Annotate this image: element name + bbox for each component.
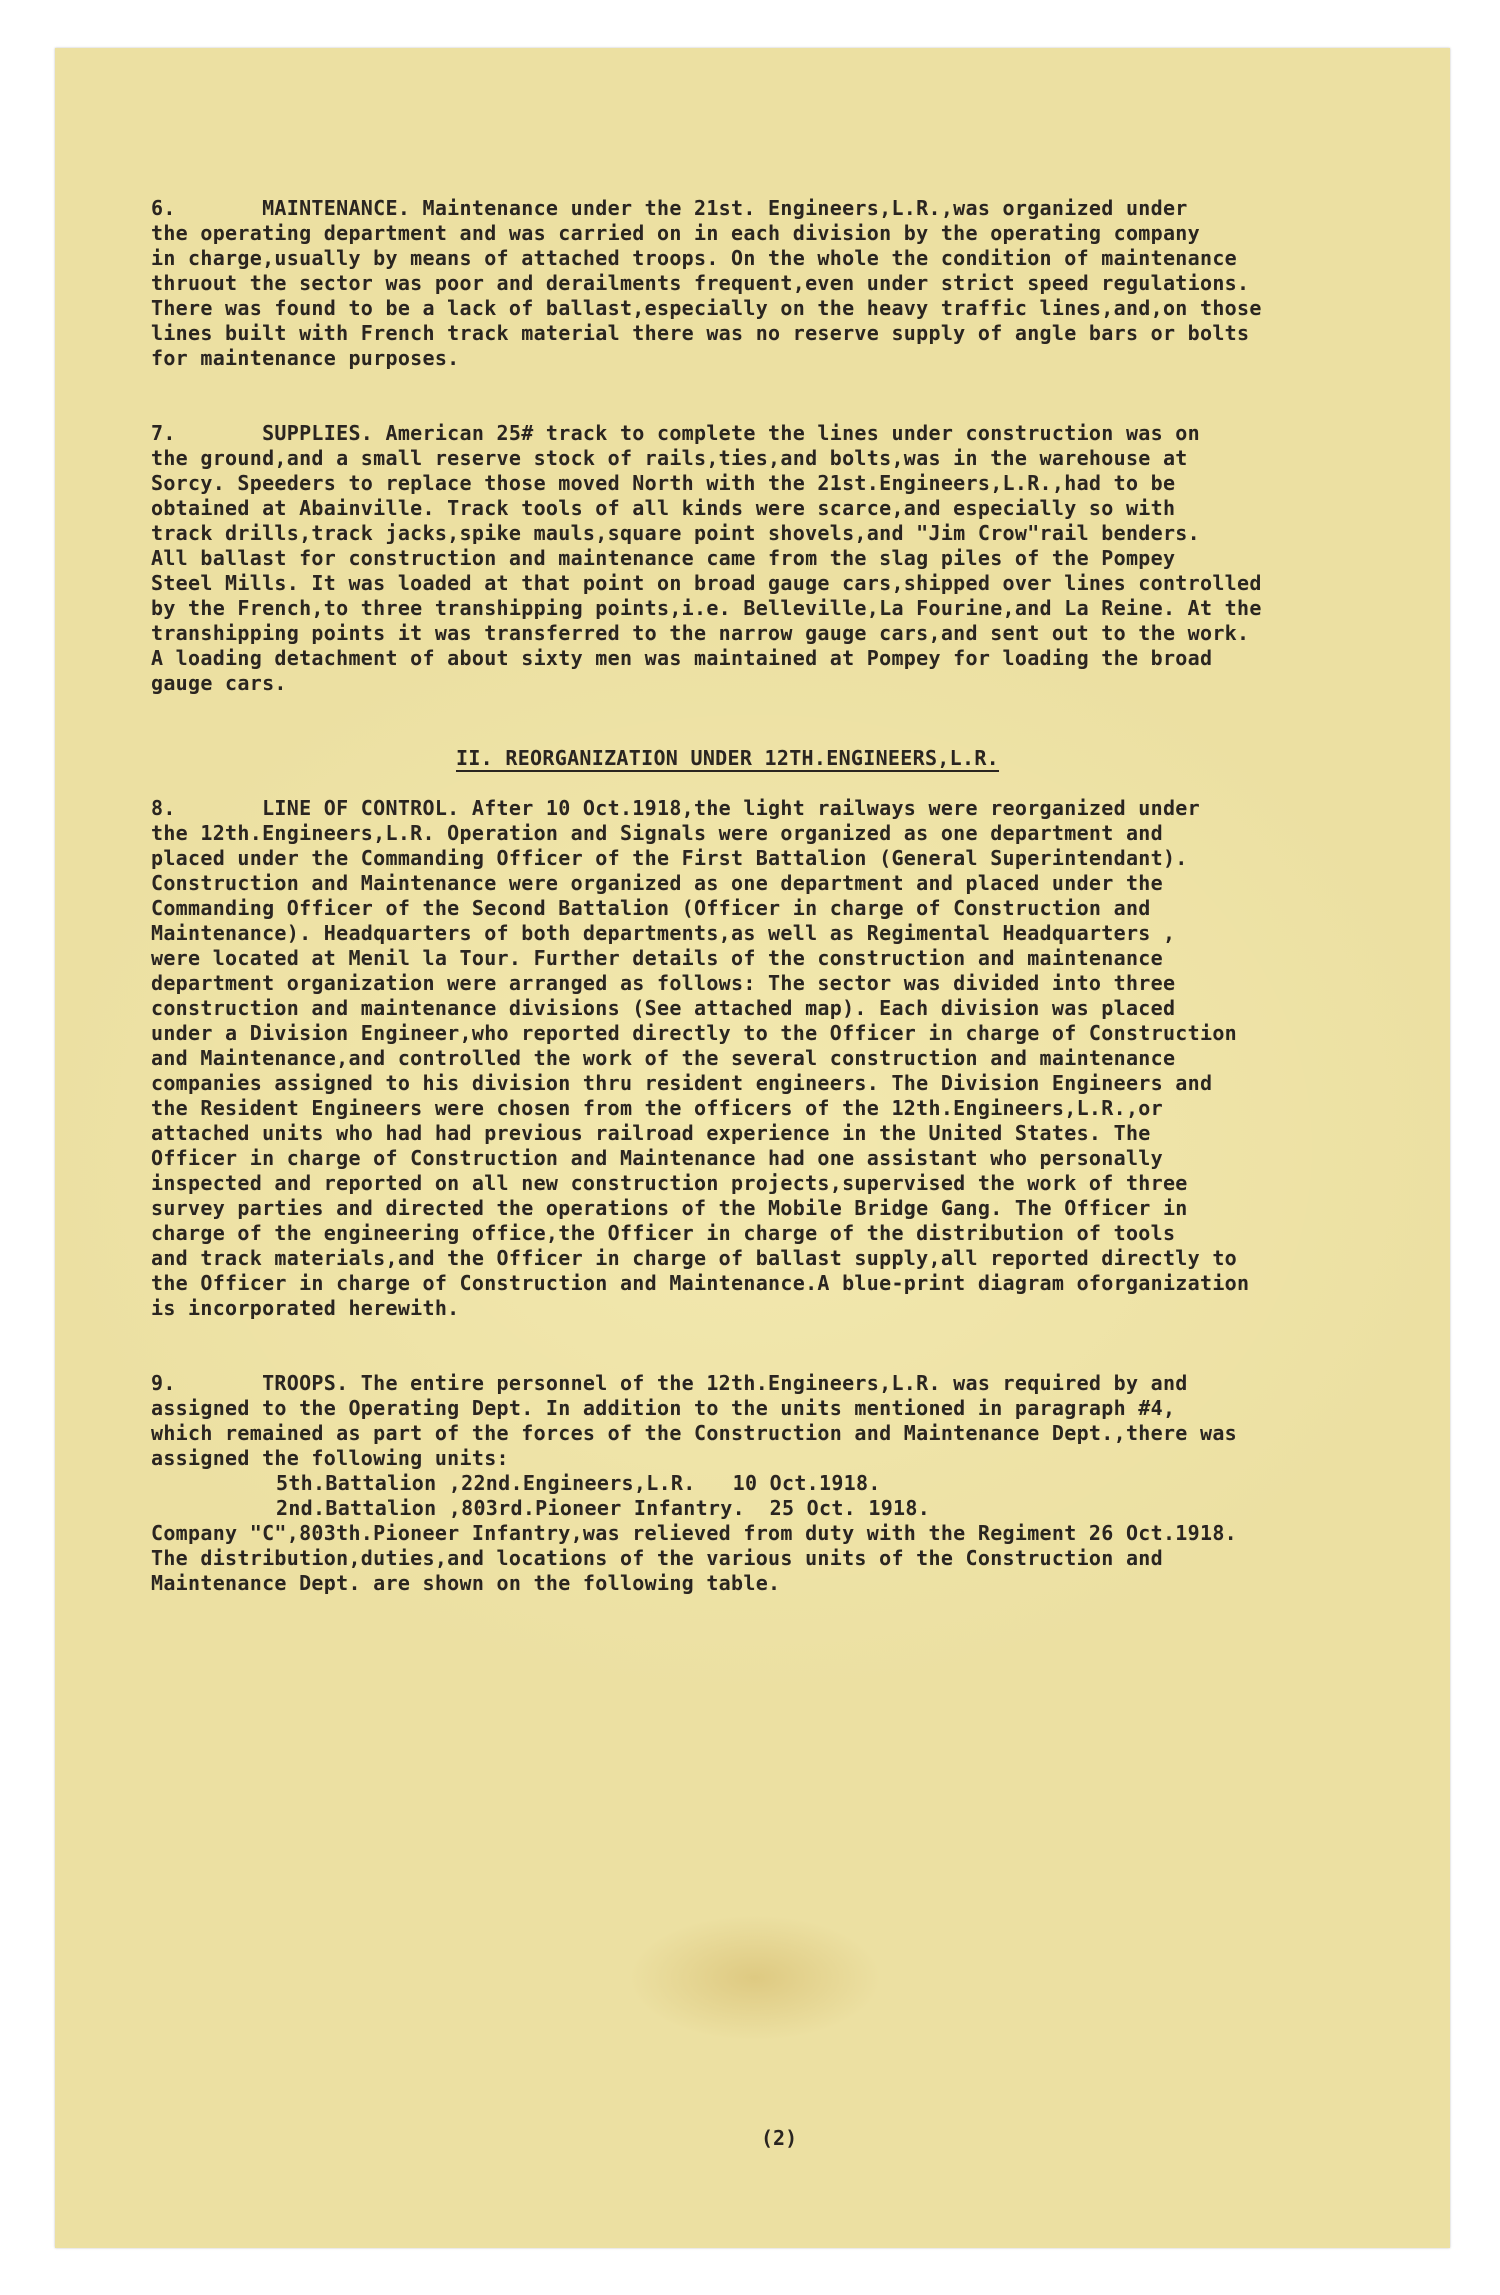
text-line: Construction and Maintenance were organized as one department and placed under the [151,871,1163,895]
text-line: for maintenance purposes. [151,346,460,370]
text-line: obtained at Abainville. Track tools of all kinds were scarce,and especially so with [151,496,1176,520]
text-line: assigned to the Operating Dept. In addition to the units mentioned in paragraph #4, [151,1396,1176,1420]
text-line: construction and maintenance divisions (See attached map). Each division was placed [151,996,1176,1020]
page-number: (2) [761,2126,798,2150]
text-line: survey parties and directed the operations of the Mobile Bridge Gang. The Officer in [151,1196,1188,1220]
text-line: department organization were arranged as follows: The sector was divided into three [151,971,1176,995]
text-line: were located at Menil la Tour. Further details of the construction and maintenance [151,946,1163,970]
text-line: under a Division Engineer,who reported directly to the Officer in charge of Construction [151,1021,1238,1045]
text-line: assigned the following units: [151,1446,509,1470]
text-line: Officer in charge of Construction and Maintenance had one assistant who personally [151,1146,1163,1170]
unit-line: 2nd.Battalion ,803rd.Pioneer Infantry. 25 Oct. 1918. [276,1496,931,1520]
text-line: All ballast for construction and maintenance came from the slag piles of the Pompey [151,546,1176,570]
text-line: and Maintenance,and controlled the work of the several construction and maintenance [151,1046,1176,1070]
text-line: the 12th.Engineers,L.R. Operation and Signals were organized as one department and [151,821,1163,845]
text-line: Maintenance). Headquarters of both departments,as well as Regimental Headquarters , [151,921,1176,945]
text-line: A loading detachment of about sixty men was maintained at Pompey for loading the broad [151,646,1213,670]
text-line: 6. MAINTENANCE. Maintenance under the 21st. Engineers,L.R.,was organized under [151,196,1188,220]
unit-line: 5th.Battalion ,22nd.Engineers,L.R. 10 Oct.1918. [276,1471,881,1495]
paragraph-6-maintenance [151,196,1451,371]
text-line: transhipping points it was transferred to the narrow gauge cars,and sent out to the work. [151,621,1250,645]
text-line: 8. LINE OF CONTROL. After 10 Oct.1918,the light railways were reorganized under [151,796,1200,820]
text-line: The distribution,duties,and locations of the various units of the Construction and [151,1546,1163,1570]
text-line: placed under the Commanding Officer of the First Battalion (General Superintendant). [151,846,1188,870]
text-line: is incorporated herewith. [151,1296,460,1320]
text-line: the Resident Engineers were chosen from the officers of the 12th.Engineers,L.R.,or [151,1096,1163,1120]
text-line: the operating department and was carried on in each division by the operating company [151,221,1200,245]
text-line: 7. SUPPLIES. American 25# track to complete the lines under construction was on [151,421,1200,445]
text-line: in charge,usually by means of attached troops. On the whole the condition of maintenance [151,246,1238,270]
text-line: Sorcy. Speeders to replace those moved North with the 21st.Engineers,L.R.,had to be [151,471,1176,495]
text-line: the ground,and a small reserve stock of rails,ties,and bolts,was in the warehouse at [151,446,1188,470]
text-line: which remained as part of the forces of the Construction and Maintenance Dept.,there was [151,1421,1238,1445]
text-line: inspected and reported on all new construction projects,supervised the work of three [151,1171,1188,1195]
document-page [55,48,1450,2248]
text-line: the Officer in charge of Construction and Maintenance.A blue-print diagram oforganization [151,1271,1250,1295]
text-line: track drills,track jacks,spike mauls,square point shovels,and "Jim Crow"rail benders. [151,521,1200,545]
text-line: attached units who had had previous railroad experience in the United States. The [151,1121,1151,1145]
text-line: companies assigned to his division thru resident engineers. The Division Engineers and [151,1071,1213,1095]
text-line: thruout the sector was poor and derailments frequent,even under strict speed regulations. [151,271,1250,295]
paragraph-7-supplies [151,421,1451,696]
text-line: charge of the engineering office,the Officer in charge of the distribution of tools [151,1221,1176,1245]
section-heading: II. REORGANIZATION UNDER 12TH.ENGINEERS,L.R. [456,746,1000,770]
text-line: gauge cars. [151,671,287,695]
text-line: 9. TROOPS. The entire personnel of the 12th.Engineers,L.R. was required by and [151,1371,1188,1395]
document-body [151,196,1451,1646]
text-line: Steel Mills. It was loaded at that point on broad gauge cars,shipped over lines controlled [151,571,1262,595]
paragraph-8-line-of-control [151,796,1451,1321]
text-line: and track materials,and the Officer in charge of ballast supply,all reported directly to [151,1246,1238,1270]
paragraph-9-troops [151,1371,1451,1596]
text-line: Company "C",803th.Pioneer Infantry,was relieved from duty with the Regiment 26 Oct.1918. [151,1521,1238,1545]
text-line: Commanding Officer of the Second Battalion (Officer in charge of Construction and [151,896,1151,920]
text-line: by the French,to three transhipping points,i.e. Belleville,La Fourine,and La Reine. At the [151,596,1262,620]
text-line: lines built with French track material there was no reserve supply of angle bars or bolts [151,321,1250,345]
text-line: There was found to be a lack of ballast,especially on the heavy traffic lines,and,on those [151,296,1262,320]
text-line: Maintenance Dept. are shown on the following table. [151,1571,781,1595]
